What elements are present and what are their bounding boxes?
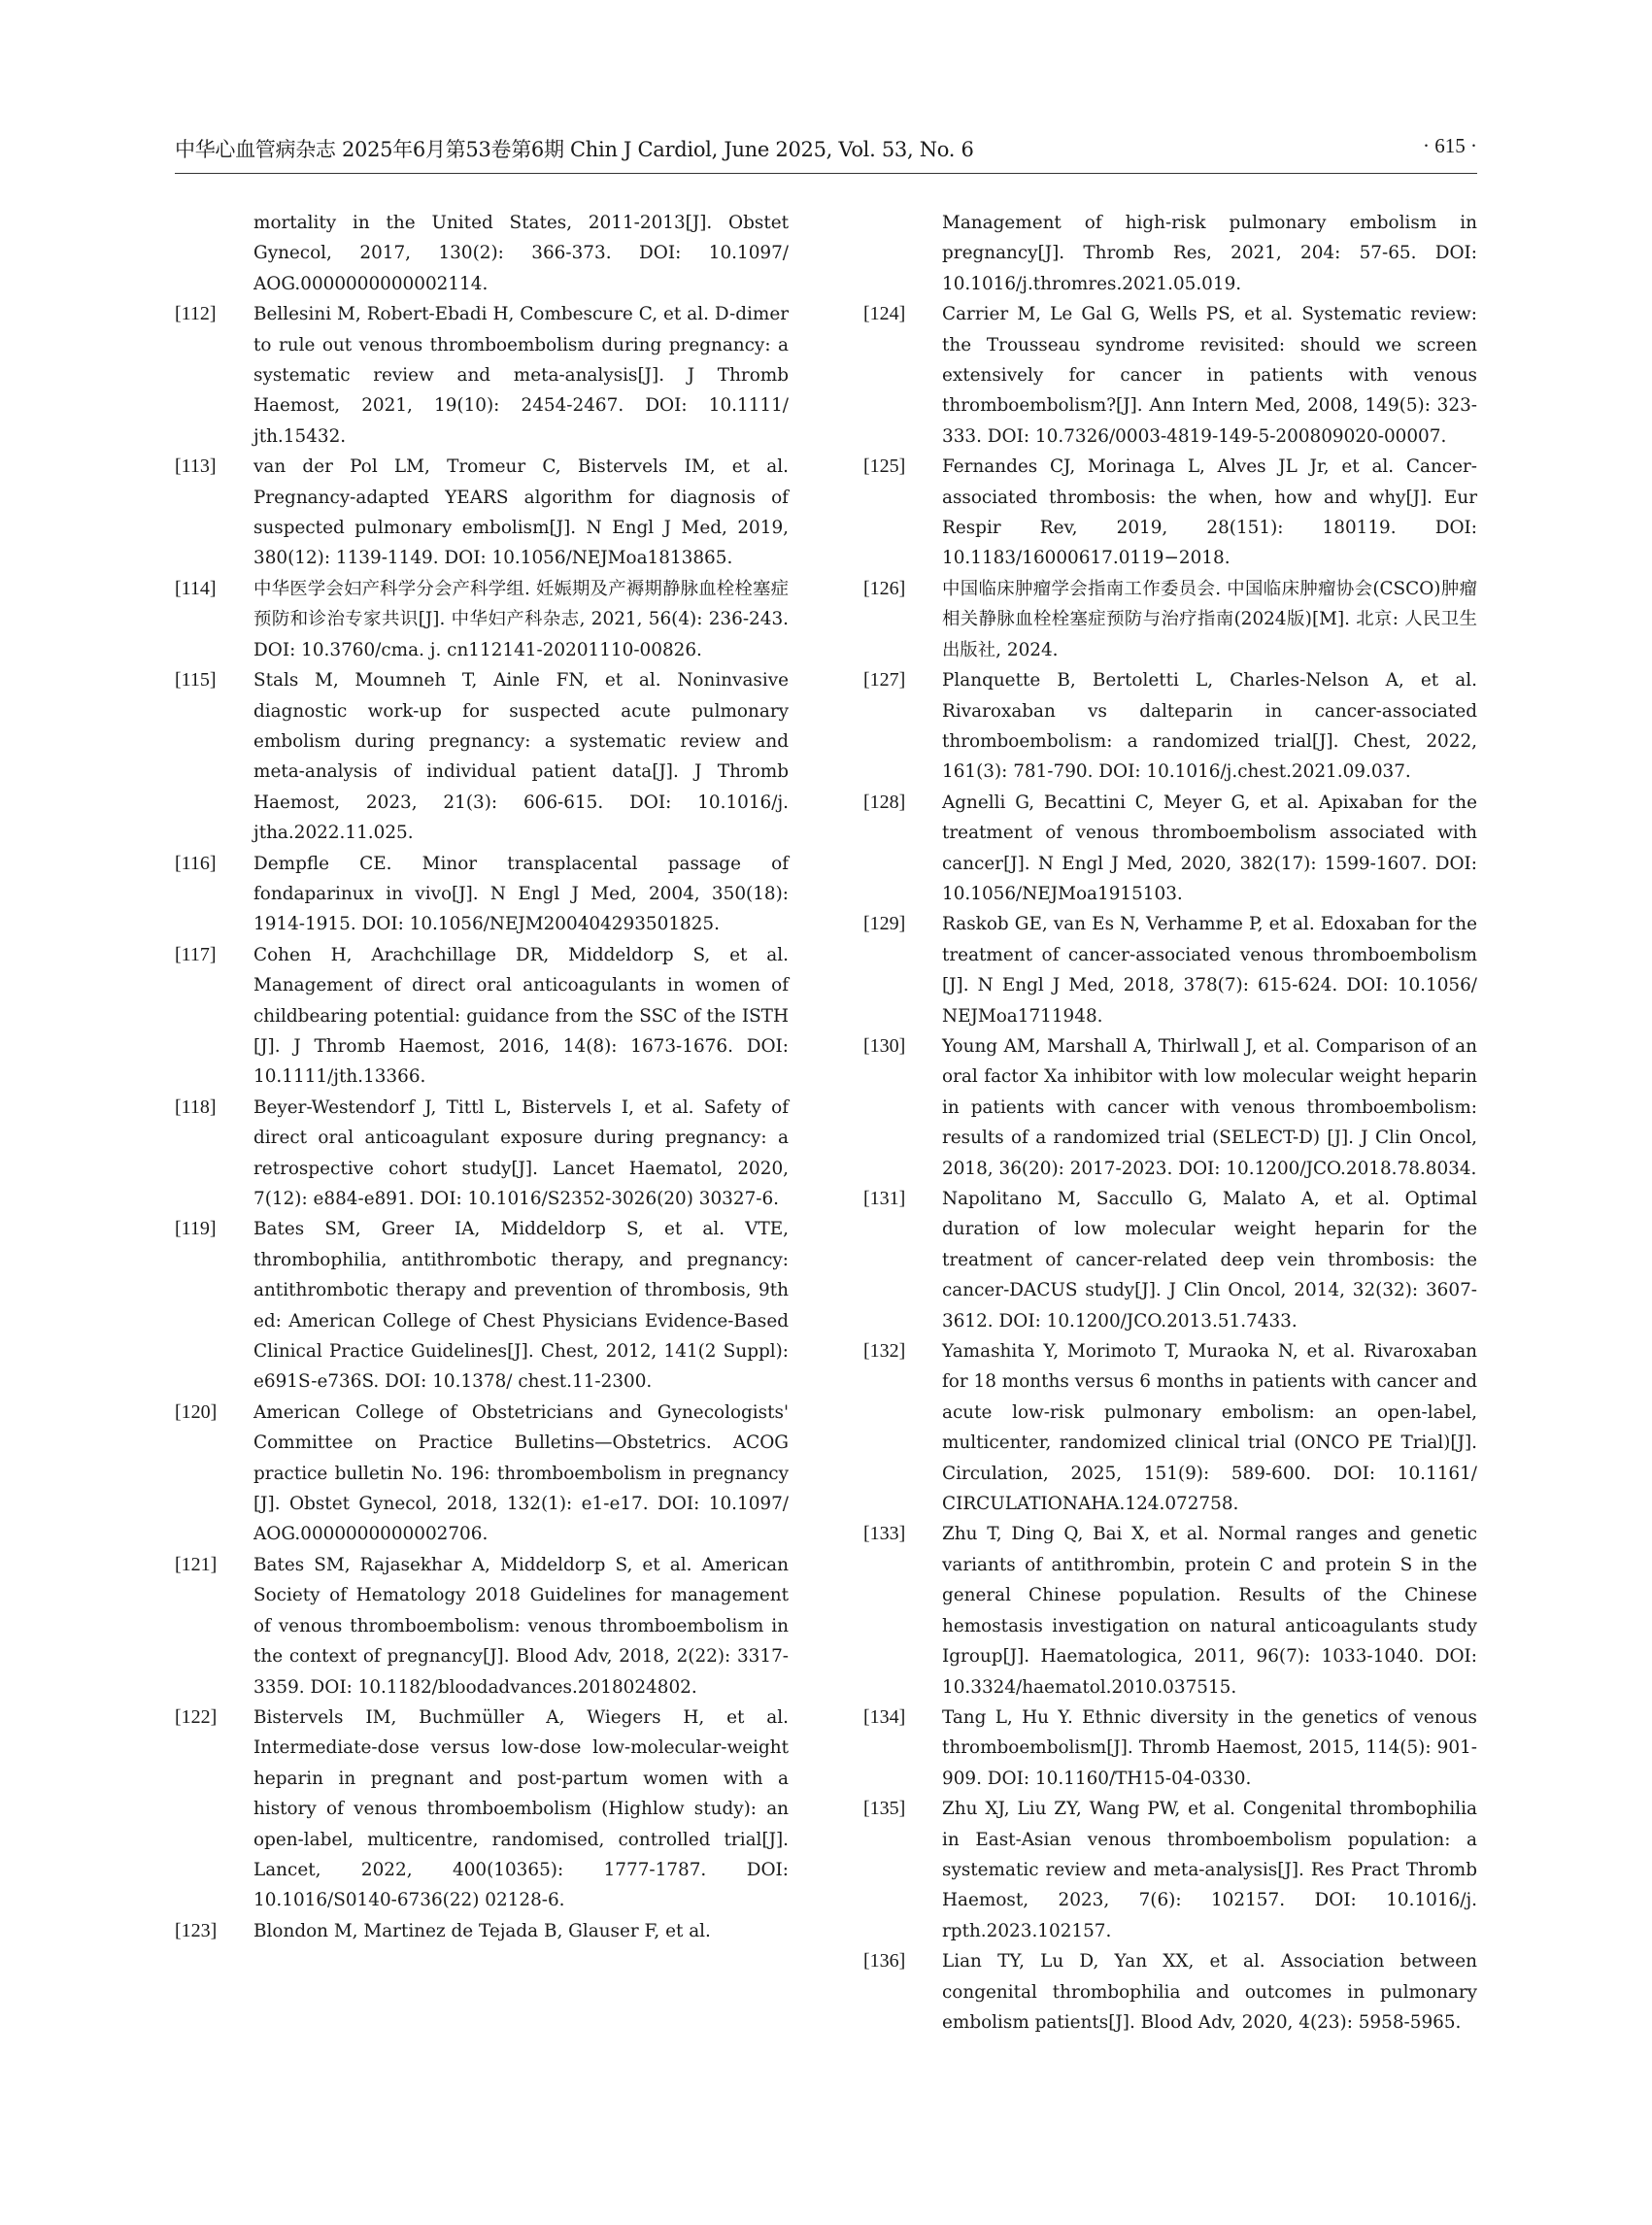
reference-number: [126] <box>863 577 906 599</box>
reference-number: [124] <box>863 303 906 325</box>
reference-number: [115] <box>175 669 217 691</box>
reference-text: Yamashita Y, Morimoto T, Muraoka N, et al. Rivaroxaban for 18 months versus 6 months in patients with cancer and acute low-risk pulmonary embolism: an open-label, multicenter, randomized clinical trial (ONCO PE Trial)[J]. Circulation, 2025, 151(9): 589-600. DOI: 10.1161/ CIRCULATIONAHA.124.072758. <box>942 1341 1477 1515</box>
reference-text: Bistervels IM, Buchmüller A, Wiegers H, et al. Intermediate-dose versus low-dose low-molecular-weight heparin in pregnant and post-partum women with a history of venous thromboembolism (Highlow study): an open-label, multicentre, randomised, controlled trial[J]. Lancet, 2022, 400(10365): 1777-1787. DOI: 10.1016/S0140-6736(22) 02128-6. <box>253 1706 789 1911</box>
reference-entry <box>175 1702 789 1916</box>
journal-header: 中华心血管病杂志 2025年6月第53卷第6期 Chin J Cardiol, June 2025, Vol. 53, No. 6 <box>175 138 974 161</box>
running-header <box>175 134 1477 167</box>
reference-text: Beyer-Westendorf J, Tittl L, Bistervels I, et al. Safety of direct oral anticoagulant exposure during pregnancy: a retrospective cohort study[J]. Lancet Haematol, 2020, 7(12): e884-e891. DOI: 10.1016/S2352-3026(20) 30327-6. <box>253 1096 789 1209</box>
reference-entry <box>863 452 1477 574</box>
reference-entry <box>175 1214 789 1397</box>
reference-number: [129] <box>863 913 906 935</box>
reference-number: [119] <box>175 1218 217 1240</box>
reference-entry <box>175 1916 789 1946</box>
reference-text: Agnelli G, Becattini C, Meyer G, et al. Apixaban for the treatment of venous thromboembolism associated with cancer[J]. N Engl J Med, 2020, 382(17): 1599-1607. DOI: 10.1056/NEJMoa1915103. <box>942 792 1477 904</box>
reference-text: Bates SM, Rajasekhar A, Middeldorp S, et al. American Society of Hematology 2018 Guidelines for management of venous thromboembolism: venous thromboembolism in the context of pregnancy[J]. Blood Adv, 2018, 2(22): 3317-3359. DOI: 10.1182/bloodadvances.2018024802. <box>253 1554 789 1698</box>
reference-text: 中华医学会妇产科学分会产科学组. 妊娠期及产褥期静脉血栓栓塞症预防和诊治专家共识[J]. 中华妇产科杂志, 2021, 56(4): 236-243. DOI: 10.3760/cma. j. cn112141-20201110-00826. <box>253 578 789 660</box>
reference-text: Zhu XJ, Liu ZY, Wang PW, et al. Congenital thrombophilia in East-Asian venous thromboembolism population: a systematic review and meta-analysis[J]. Res Pract Thromb Haemost, 2023, 7(6): 102157. DOI: 10.1016/j. rpth.2023.102157. <box>942 1799 1477 1941</box>
reference-text: Management of high-risk pulmonary embolism in pregnancy[J]. Thromb Res, 2021, 204: 57-65. DOI: 10.1016/j.thromres.2021.05.019. <box>942 213 1477 294</box>
reference-text: Stals M, Moumneh T, Ainle FN, et al. Noninvasive diagnostic work-up for suspected acute pulmonary embolism during pregnancy: a systematic review and meta-analysis of individual patient data[J]. J Thromb Haemost, 2023, 21(3): 606-615. DOI: 10.1016/j. jtha.2022.11.025. <box>253 670 789 844</box>
reference-number: [130] <box>863 1034 906 1057</box>
reference-number: [136] <box>863 1950 906 1972</box>
reference-entry <box>863 1336 1477 1519</box>
references-right-column <box>863 208 1477 2038</box>
reference-text: Bellesini M, Robert-Ebadi H, Combescure C, et al. D-dimer to rule out venous thromboembolism during pregnancy: a systematic review and meta-analysis[J]. J Thromb Haemost, 2021, 19(10): 2454-2467. DOI: 10.1111/ jth.15432. <box>253 304 789 447</box>
reference-entry <box>863 909 1477 1031</box>
reference-number: [132] <box>863 1340 906 1363</box>
reference-text: Fernandes CJ, Morinaga L, Alves JL Jr, et al. Cancer-associated thrombosis: the when, how and why[J]. Eur Respir Rev, 2019, 28(151): 180119. DOI: 10.1183/16000617.0119−2018. <box>942 456 1477 569</box>
reference-text: American College of Obstetricians and Gynecologists' Committee on Practice Bulletins—Obstetrics. ACOG practice bulletin No. 196: thromboembolism in pregnancy [J]. Obstet Gynecol, 2018, 132(1): e1-e17. DOI: 10.1097/ AOG.0000000000002706. <box>253 1401 789 1545</box>
reference-number: [116] <box>175 852 217 874</box>
reference-text: van der Pol LM, Tromeur C, Bistervels IM, et al. Pregnancy-adapted YEARS algorithm for diagnosis of suspected pulmonary embolism[J]. N Engl J Med, 2019, 380(12): 1139-1149. DOI: 10.1056/NEJMoa1813865. <box>253 456 789 569</box>
reference-text: Planquette B, Bertoletti L, Charles-Nelson A, et al. Rivaroxaban vs dalteparin in cancer-associated thromboembolism: a randomized trial[J]. Chest, 2022, 161(3): 781-790. DOI: 10.1016/j.chest.2021.09.037. <box>942 670 1477 783</box>
reference-text: Blondon M, Martinez de Tejada B, Glauser F, et al. <box>253 1920 711 1941</box>
reference-number: [120] <box>175 1400 218 1423</box>
reference-entry <box>863 299 1477 452</box>
reference-number: [123] <box>175 1919 218 1941</box>
reference-number: [121] <box>175 1553 218 1575</box>
reference-text: 中国临床肿瘤学会指南工作委员会. 中国临床肿瘤协会(CSCO)肿瘤相关静脉血栓栓塞症预防与治疗指南(2024版)[M]. 北京: 人民卫生出版社, 2024. <box>942 578 1477 660</box>
reference-number: [118] <box>175 1096 217 1118</box>
reference-entry <box>175 452 789 574</box>
reference-entry <box>175 299 789 452</box>
reference-text: mortality in the United States, 2011-2013[J]. Obstet Gynecol, 2017, 130(2): 366-373. DOI: 10.1097/ AOG.0000000000002114. <box>253 213 789 294</box>
reference-entry <box>863 1702 1477 1794</box>
reference-entry <box>175 574 789 665</box>
reference-text: Napolitano M, Saccullo G, Malato A, et al. Optimal duration of low molecular weight heparin for the treatment of cancer-related deep vein thrombosis: the cancer-DACUS study[J]. J Clin Oncol, 2014, 32(32): 3607-3612. DOI: 10.1200/JCO.2013.51.7433. <box>942 1189 1477 1332</box>
reference-number: [112] <box>175 303 217 325</box>
reference-number: [114] <box>175 577 217 599</box>
reference-number: [113] <box>175 455 217 478</box>
reference-number: [122] <box>175 1705 218 1728</box>
reference-number: [125] <box>863 455 906 478</box>
reference-entry <box>863 788 1477 910</box>
reference-text: Lian TY, Lu D, Yan XX, et al. Association between congenital thrombophilia and outcomes in pulmonary embolism patients[J]. Blood Adv, 2020, 4(23): 5958-5965. <box>942 1951 1477 2033</box>
reference-entry <box>863 208 1477 299</box>
reference-text: Dempfle CE. Minor transplacental passage of fondaparinux in vivo[J]. N Engl J Med, 2004, 350(18): 1914-1915. DOI: 10.1056/NEJM200404293501825. <box>253 853 789 935</box>
reference-entry <box>863 665 1477 788</box>
reference-entry <box>863 1519 1477 1702</box>
reference-entry <box>863 1031 1477 1184</box>
reference-entry <box>175 208 789 299</box>
header-rule <box>175 173 1477 174</box>
reference-entry <box>175 665 789 848</box>
reference-number: [134] <box>863 1705 906 1728</box>
reference-entry <box>175 1398 789 1550</box>
reference-entry <box>175 1093 789 1215</box>
page-number: · 615 · <box>1423 134 1477 157</box>
reference-entry <box>175 940 789 1093</box>
reference-text: Cohen H, Arachchillage DR, Middeldorp S, et al. Management of direct oral anticoagulants in women of childbearing potential: guidance from the SSC of the ISTH [J]. J Thromb Haemost, 2016, 14(8): 1673-1676. DOI: 10.1111/jth.13366. <box>253 944 789 1088</box>
reference-text: Young AM, Marshall A, Thirlwall J, et al. Comparison of an oral factor Xa inhibitor with low molecular weight heparin in patients with cancer with venous thromboembolism: results of a randomized trial (SELECT-D) [J]. J Clin Oncol, 2018, 36(20): 2017-2023. DOI: 10.1200/JCO.2018.78.8034. <box>942 1035 1477 1179</box>
reference-text: Carrier M, Le Gal G, Wells PS, et al. Systematic review: the Trousseau syndrome revisited: should we screen extensively for cancer in patients with venous thromboembolism?[J]. Ann Intern Med, 2008, 149(5): 323-333. DOI: 10.7326/0003-4819-149-5-200809020-00007. <box>942 304 1477 447</box>
reference-text: Tang L, Hu Y. Ethnic diversity in the genetics of venous thromboembolism[J]. Thromb Haemost, 2015, 114(5): 901-909. DOI: 10.1160/TH15-04-0330. <box>942 1706 1477 1789</box>
reference-text: Zhu T, Ding Q, Bai X, et al. Normal ranges and genetic variants of antithrombin, protein C and protein S in the general Chinese population. Results of the Chinese hemostasis investigation on natural anticoagulants study Igroup[J]. Haematologica, 2011, 96(7): 1033-1040. DOI: 10.3324/haematol.2010.037515. <box>942 1524 1477 1698</box>
reference-entry <box>863 1946 1477 2038</box>
reference-text: Bates SM, Greer IA, Middeldorp S, et al. VTE, thrombophilia, antithrombotic therapy, and pregnancy: antithrombotic therapy and prevention of thrombosis, 9th ed: American College of Chest Physicians Evidence-Based Clinical Practice Guidelines[J]. Chest, 2012, 141(2 Suppl): e691S-e736S. DOI: 10.1378/ chest.11-2300. <box>253 1219 789 1393</box>
reference-number: [131] <box>863 1188 906 1209</box>
reference-entry <box>863 1794 1477 1946</box>
reference-number: [127] <box>863 669 906 691</box>
reference-text: Raskob GE, van Es N, Verhamme P, et al. Edoxaban for the treatment of cancer-associated venous thromboembolism [J]. N Engl J Med, 2018, 378(7): 615-624. DOI: 10.1056/ NEJMoa1711948. <box>942 914 1477 1027</box>
reference-number: [128] <box>863 791 906 813</box>
reference-entry <box>175 849 789 940</box>
reference-number: [133] <box>863 1523 906 1545</box>
references-left-column <box>175 208 789 1946</box>
reference-number: [135] <box>863 1798 906 1820</box>
reference-entry <box>863 1184 1477 1336</box>
reference-number: [117] <box>175 943 217 965</box>
reference-entry <box>863 574 1477 665</box>
reference-entry <box>175 1550 789 1702</box>
